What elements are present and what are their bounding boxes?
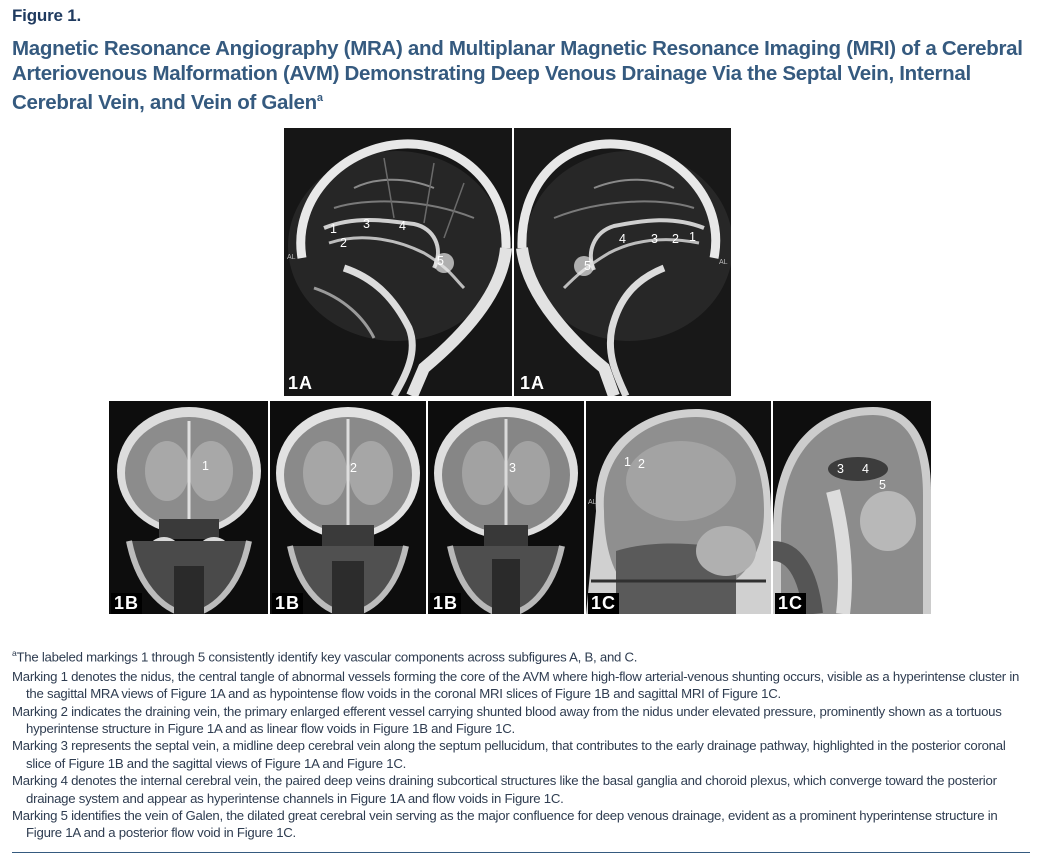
note-marking-1: Marking 1 denotes the nidus, the central tangle of abnormal vessels forming the core of the AVM where high-flow arterial-venous shunting occurs, visible as a hyperintense cluster in the sagittal MRA views of Figure 1A and as hypointense flow voids in the coronal MRI slices of Figure 1B and sagittal MRI of Figure 1C. [12, 668, 1020, 702]
mark-2: 2 [638, 457, 645, 471]
sagittal-panel-1 [586, 401, 771, 614]
mark-2: 2 [340, 236, 347, 250]
coronal-panel-1 [109, 401, 268, 614]
figure-label: Figure 1. [12, 6, 82, 25]
note-marking-4: Marking 4 denotes the internal cerebral vein, the paired deep veins draining subcortical structures like the basal ganglia and choroid plexus, which converge toward the posterior drainage system and appear as hyperintense channels in Figure 1A and flow voids in Figure 1C. [12, 773, 997, 806]
coronal-1-image [109, 401, 268, 614]
coronal-panel-3 [428, 401, 584, 614]
mra-panel-right [514, 128, 731, 396]
sagittal-2-image [773, 401, 931, 614]
mark-2: 2 [350, 461, 357, 475]
coronal-3-image [428, 401, 584, 614]
coronal-panel-2 [270, 401, 426, 614]
mark-2: 2 [672, 232, 679, 246]
figure-notes [12, 645, 1030, 842]
sagittal-panel-2 [773, 401, 931, 614]
note-marking-3: Marking 3 represents the septal vein, a midline deep cerebral vein along the septum pellucidum, that contributes to the early drainage pathway, highlighted in the posterior coronal slice of Figure 1B and the sagittal views of Figure 1A and Figure 1C. [12, 738, 1006, 771]
mra-right-image [514, 128, 731, 396]
mark-5: 5 [879, 478, 886, 492]
sagittal-1-image [586, 401, 771, 614]
side-label: AL [588, 499, 597, 506]
note-marking-2: Marking 2 indicates the draining vein, the primary enlarged efferent vessel carrying shunted blood away from the nidus under elevated pressure, prominently shown as a tortuous hyperintense structure in Figure 1A and as linear flow voids in Figure 1B and Figure 1C. [12, 703, 1002, 737]
panel-label: 1A [520, 373, 546, 393]
title-footnote-mark: a [316, 92, 323, 104]
notes-intro [12, 645, 1030, 666]
side-label: AL [719, 259, 728, 266]
panel-label: 1B [430, 593, 461, 614]
mark-1: 1 [202, 459, 209, 473]
figure-title-text: Magnetic Resonance Angiography (MRA) and Multiplanar Magnetic Resonance Imaging (MRI) of a Cerebral Arteriovenous Malformation (AVM) Demonstrating Deep Venous Drainage Via the Septal Vein, Internal Cerebral Vein, and Vein of Galen [12, 37, 1023, 114]
mark-1: 1 [689, 230, 696, 244]
side-label: AL [287, 254, 296, 261]
mark-1: 1 [330, 222, 337, 236]
panel-label: 1A [288, 373, 314, 393]
mark-1: 1 [624, 455, 631, 469]
mark-3: 3 [651, 232, 658, 246]
footnote-mark: a [12, 648, 17, 658]
figure-title [12, 36, 1027, 115]
notes-intro-text: The labeled markings 1 through 5 consistently identify key vascular components across subfigures A, B, and C. [16, 649, 638, 665]
mark-4: 4 [862, 462, 869, 476]
bottom-rule [12, 852, 1030, 853]
panel-label: 1B [272, 593, 303, 614]
mark-3: 3 [509, 461, 516, 475]
mra-panel-left [284, 128, 512, 396]
mra-left-image [284, 128, 512, 396]
panel-label: 1C [588, 593, 619, 614]
coronal-2-image [270, 401, 426, 614]
mark-4: 4 [619, 232, 626, 246]
panel-label: 1B [111, 593, 142, 614]
mark-3: 3 [363, 217, 370, 231]
mark-5: 5 [584, 259, 591, 273]
mark-4: 4 [399, 219, 406, 233]
note-marking-5: Marking 5 identifies the vein of Galen, the dilated great cerebral vein serving as the major confluence for deep venous drainage, evident as a prominent hyperintense structure in Figure 1A and a posterior flow void in Figure 1C. [12, 808, 998, 841]
panel-label: 1C [775, 593, 806, 614]
mark-5: 5 [437, 254, 444, 268]
mark-3: 3 [837, 462, 844, 476]
